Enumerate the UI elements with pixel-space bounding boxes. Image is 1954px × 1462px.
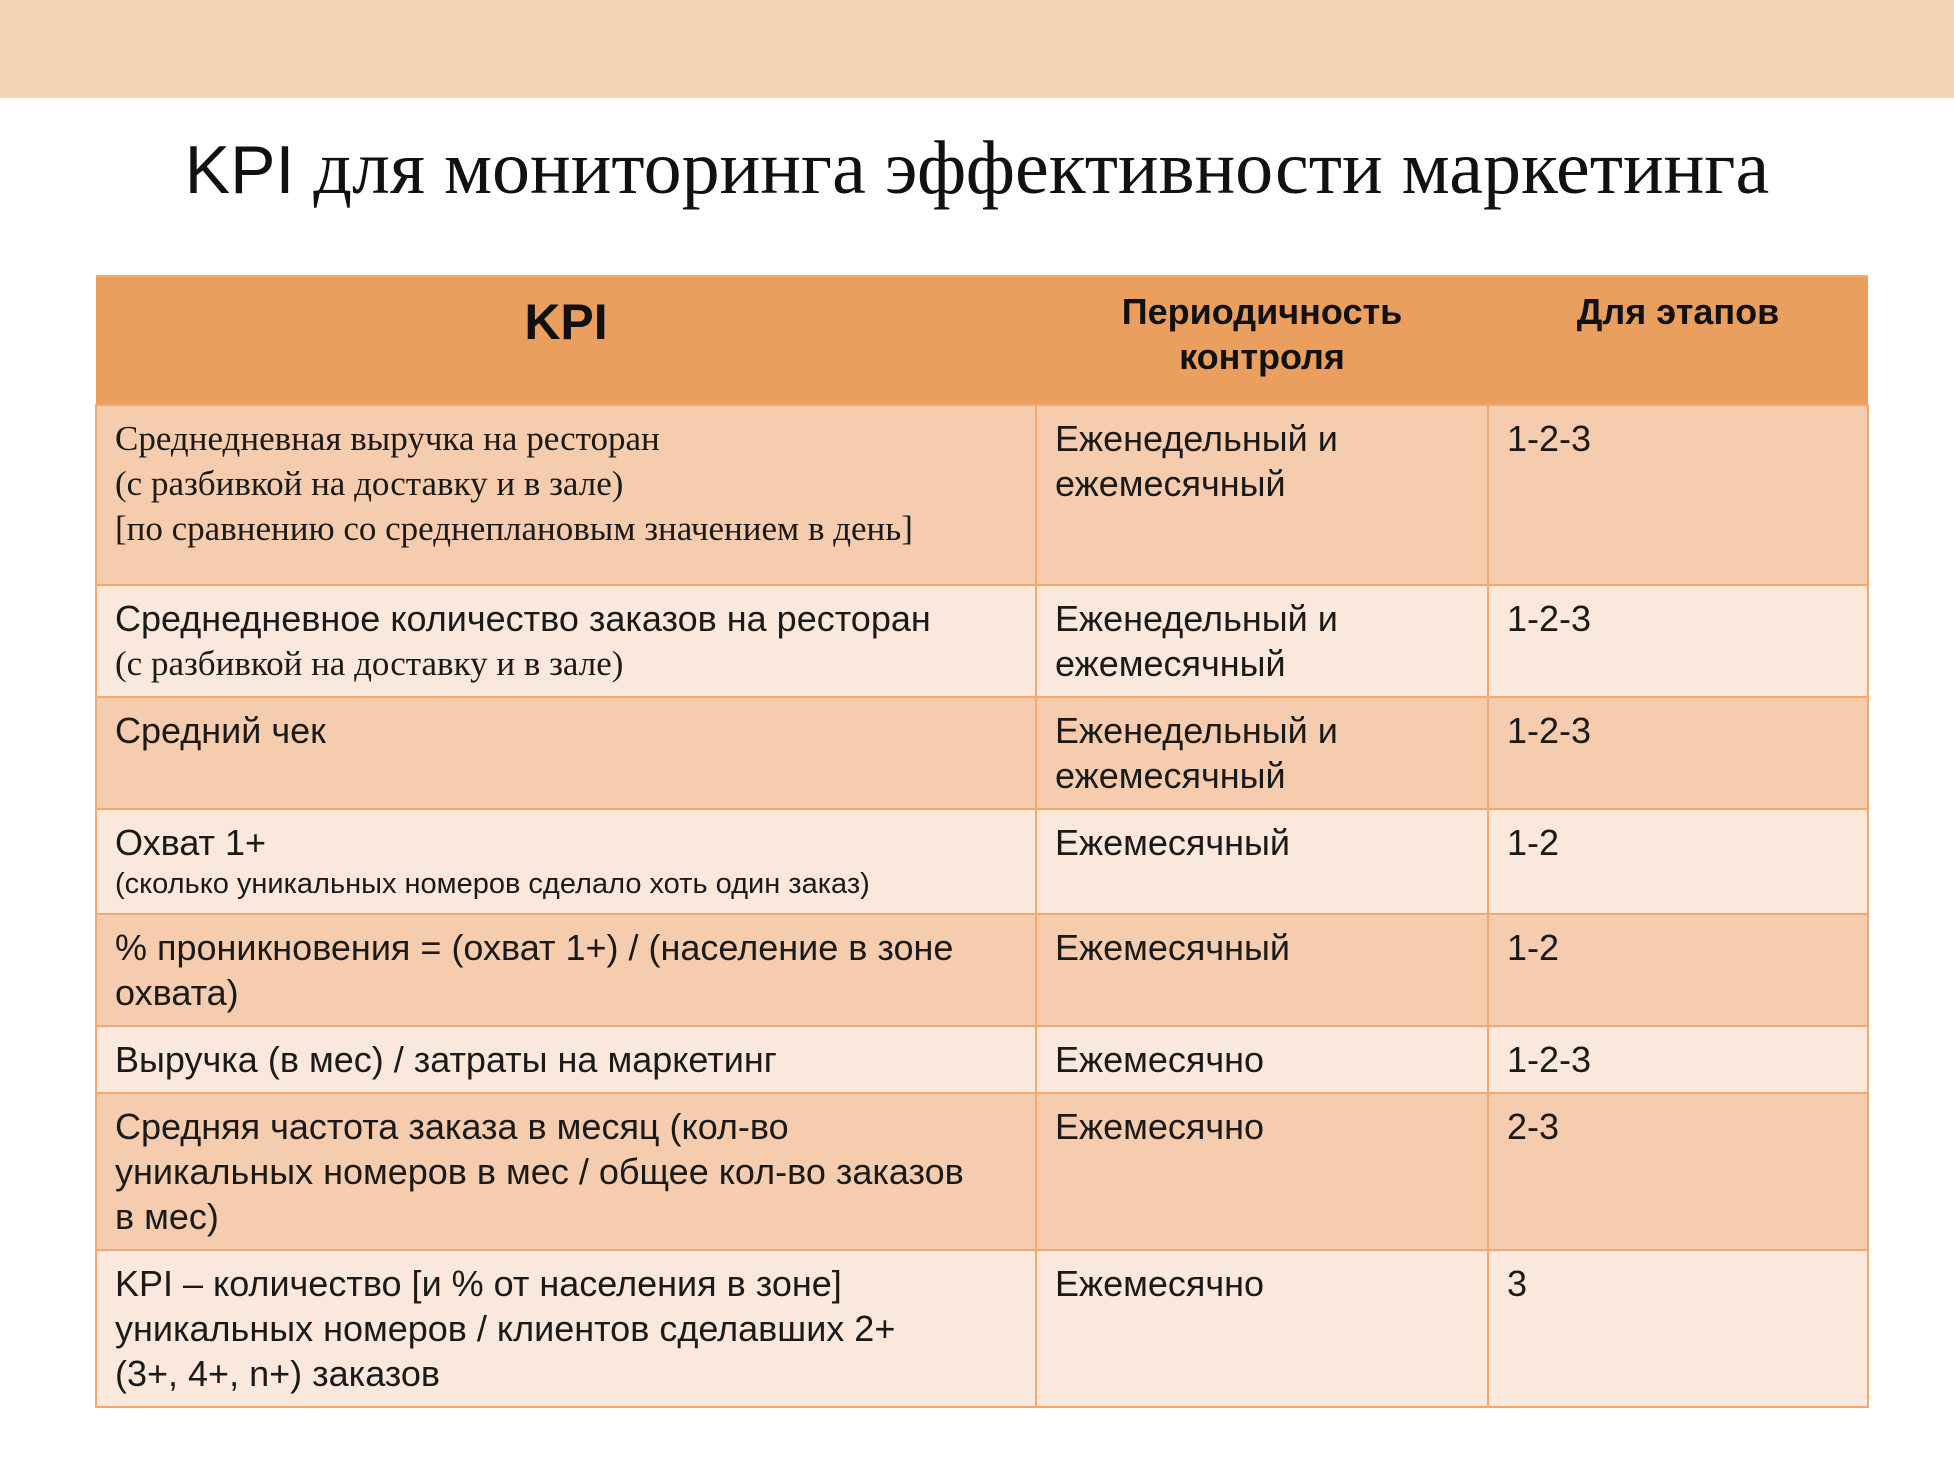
table-row bbox=[96, 809, 1868, 914]
stages-cell: 1-2 bbox=[1488, 809, 1868, 914]
kpi-line: [по сравнению со среднеплановым значением в день] bbox=[115, 509, 913, 548]
kpi-line: (с разбивкой на доставку и в зале) bbox=[115, 464, 624, 503]
page-title-rest: для мониторинга эффективности маркетинга bbox=[294, 126, 1770, 210]
table-row bbox=[96, 405, 1868, 585]
kpi-cell bbox=[96, 1250, 1036, 1407]
kpi-cell bbox=[96, 1026, 1036, 1093]
table-row bbox=[96, 1250, 1868, 1407]
stages-cell: 1-2-3 bbox=[1488, 1026, 1868, 1093]
kpi-line: уникальных номеров в мес / общее кол-во заказов bbox=[115, 1151, 964, 1192]
kpi-line: Среднедневное количество заказов на ресторан bbox=[115, 598, 931, 639]
kpi-cell bbox=[96, 809, 1036, 914]
period-cell bbox=[1036, 697, 1488, 809]
period-cell bbox=[1036, 1093, 1488, 1250]
kpi-line: Среднедневная выручка на ресторан bbox=[115, 419, 660, 458]
header-stages: Для этапов bbox=[1488, 276, 1868, 405]
period-line: ежемесячный bbox=[1055, 463, 1286, 504]
kpi-cell bbox=[96, 405, 1036, 585]
kpi-line: в мес) bbox=[115, 1196, 219, 1237]
period-line: Ежемесячно bbox=[1055, 1263, 1265, 1304]
period-line: ежемесячный bbox=[1055, 643, 1286, 684]
table-row bbox=[96, 585, 1868, 697]
page-title bbox=[0, 126, 1954, 210]
table-header-row bbox=[96, 276, 1868, 405]
kpi-line: Средний чек bbox=[115, 710, 326, 751]
table-row bbox=[96, 914, 1868, 1026]
kpi-line: (с разбивкой на доставку и в зале) bbox=[115, 644, 624, 683]
table-row bbox=[96, 1026, 1868, 1093]
period-line: Еженедельный и bbox=[1055, 418, 1338, 459]
kpi-line: Охват 1+ bbox=[115, 822, 267, 863]
period-cell bbox=[1036, 1026, 1488, 1093]
header-kpi: KPI bbox=[96, 276, 1036, 405]
period-line: Ежемесячно bbox=[1055, 1106, 1265, 1147]
kpi-line: охвата) bbox=[115, 972, 239, 1013]
period-cell bbox=[1036, 1250, 1488, 1407]
kpi-line: уникальных номеров / клиентов сделавших 2+ bbox=[115, 1308, 896, 1349]
header-period-line: контроля bbox=[1179, 336, 1345, 377]
period-line: Ежемесячный bbox=[1055, 927, 1291, 968]
kpi-line: (сколько уникальных номеров сделало хоть один заказ) bbox=[115, 868, 870, 900]
kpi-cell bbox=[96, 1093, 1036, 1250]
stages-cell: 1-2-3 bbox=[1488, 405, 1868, 585]
period-cell bbox=[1036, 405, 1488, 585]
stages-cell: 2-3 bbox=[1488, 1093, 1868, 1250]
period-cell bbox=[1036, 809, 1488, 914]
period-cell bbox=[1036, 585, 1488, 697]
kpi-cell bbox=[96, 914, 1036, 1026]
period-line: Еженедельный и bbox=[1055, 598, 1338, 639]
kpi-line: % проникновения = (охват 1+) / (население в зоне bbox=[115, 927, 954, 968]
kpi-line: Выручка (в мес) / затраты на маркетинг bbox=[115, 1039, 777, 1080]
period-line: Еженедельный и bbox=[1055, 710, 1338, 751]
stages-cell: 3 bbox=[1488, 1250, 1868, 1407]
page-title-kpi: KPI bbox=[184, 132, 295, 208]
top-band bbox=[0, 0, 1954, 98]
period-cell bbox=[1036, 914, 1488, 1026]
period-line: ежемесячный bbox=[1055, 755, 1286, 796]
stages-cell: 1-2-3 bbox=[1488, 585, 1868, 697]
kpi-table bbox=[95, 275, 1869, 1408]
stages-cell: 1-2-3 bbox=[1488, 697, 1868, 809]
period-line: Ежемесячный bbox=[1055, 822, 1291, 863]
kpi-line: Средняя частота заказа в месяц (кол-во bbox=[115, 1106, 789, 1147]
stages-cell: 1-2 bbox=[1488, 914, 1868, 1026]
period-line: Ежемесячно bbox=[1055, 1039, 1265, 1080]
kpi-line: KPI – количество [и % от населения в зоне] bbox=[115, 1263, 842, 1304]
kpi-line: (3+, 4+, n+) заказов bbox=[115, 1353, 441, 1394]
kpi-cell bbox=[96, 585, 1036, 697]
header-period bbox=[1036, 276, 1488, 405]
table-row bbox=[96, 1093, 1868, 1250]
kpi-cell bbox=[96, 697, 1036, 809]
header-period-line: Периодичность bbox=[1121, 291, 1403, 332]
table-row bbox=[96, 697, 1868, 809]
